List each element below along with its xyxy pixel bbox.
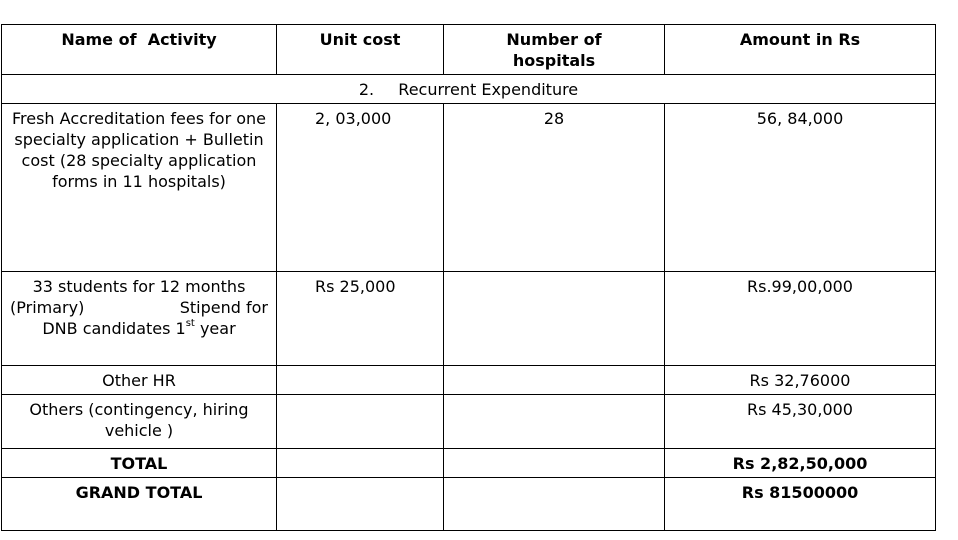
section-row bbox=[2, 75, 936, 104]
table-row bbox=[2, 395, 936, 449]
amount-cell: Rs.99,00,000 bbox=[665, 272, 936, 366]
unit-cost-cell bbox=[277, 395, 444, 449]
amount-cell: 56, 84,000 bbox=[665, 104, 936, 272]
unit-cost-cell bbox=[277, 366, 444, 395]
unit-cost-cell: Rs 25,000 bbox=[277, 272, 444, 366]
table-row bbox=[2, 104, 936, 272]
activity-fragment: DNB candidates 1 bbox=[42, 319, 186, 338]
hospitals-cell bbox=[444, 395, 665, 449]
unit-cost-cell bbox=[277, 449, 444, 478]
header-unit-cost: Unit cost bbox=[277, 25, 444, 75]
unit-cost-cell: 2, 03,000 bbox=[277, 104, 444, 272]
amount-cell: Rs 32,76000 bbox=[665, 366, 936, 395]
header-amount: Amount in Rs bbox=[665, 25, 936, 75]
table-row bbox=[2, 366, 936, 395]
expenditure-table bbox=[1, 24, 936, 531]
section-title bbox=[2, 75, 936, 104]
hospitals-cell bbox=[444, 449, 665, 478]
activity-line: 33 students for 12 months bbox=[32, 277, 246, 296]
activity-line bbox=[10, 318, 268, 339]
total-label: TOTAL bbox=[2, 449, 277, 478]
activity-cell bbox=[2, 272, 277, 366]
hospitals-cell: 28 bbox=[444, 104, 665, 272]
hospitals-cell bbox=[444, 478, 665, 531]
activity-line bbox=[10, 297, 268, 318]
unit-cost-cell bbox=[277, 478, 444, 531]
total-amount: Rs 2,82,50,000 bbox=[665, 449, 936, 478]
header-row bbox=[2, 25, 936, 75]
activity-cell: Other HR bbox=[2, 366, 277, 395]
total-row bbox=[2, 449, 936, 478]
grand-total-label: GRAND TOTAL bbox=[2, 478, 277, 531]
activity-fragment: year bbox=[194, 319, 236, 338]
hospitals-cell bbox=[444, 366, 665, 395]
section-label: Recurrent Expenditure bbox=[398, 80, 579, 99]
hospitals-cell bbox=[444, 272, 665, 366]
header-activity: Name of Activity bbox=[2, 25, 277, 75]
activity-fragment: (Primary) bbox=[10, 298, 85, 317]
activity-fragment: Stipend for bbox=[179, 298, 268, 317]
section-number: 2. bbox=[358, 80, 375, 99]
table-row bbox=[2, 272, 936, 366]
activity-cell: Fresh Accreditation fees for one specialty application + Bulletin cost (28 specialty application forms in 11 hospitals) bbox=[2, 104, 277, 272]
amount-cell: Rs 45,30,000 bbox=[665, 395, 936, 449]
grand-total-row bbox=[2, 478, 936, 531]
activity-cell: Others (contingency, hiring vehicle ) bbox=[2, 395, 277, 449]
ordinal-suffix: st bbox=[185, 317, 195, 329]
grand-total-amount: Rs 81500000 bbox=[665, 478, 936, 531]
header-hospitals: Number of hospitals bbox=[444, 25, 665, 75]
